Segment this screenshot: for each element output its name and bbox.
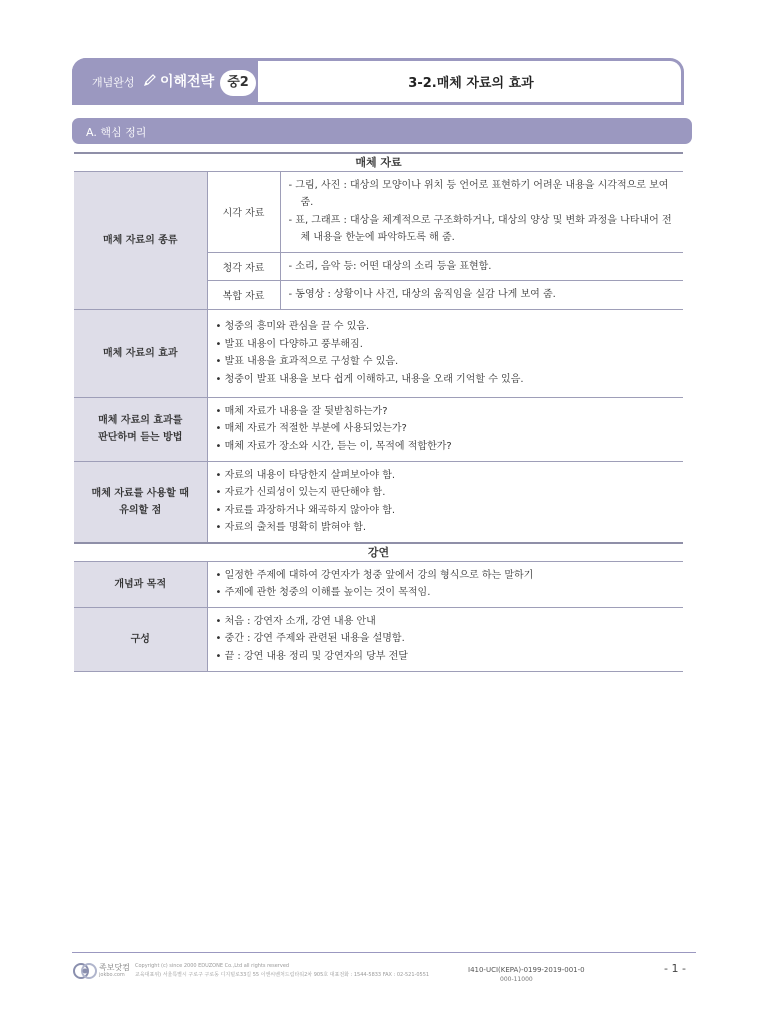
- media-table-caption: 매체 자료: [74, 153, 683, 171]
- effect-item: • 청중의 흥미와 관심을 끌 수 있음.: [215, 321, 370, 332]
- concept-item: • 주제에 관한 청중의 이해를 높이는 것이 목적임.: [215, 587, 431, 598]
- section-bar: [72, 118, 692, 144]
- brand-logo-icon: [72, 960, 98, 982]
- caution-label-line: 유의할 점: [119, 504, 162, 516]
- structure-item: • 중간 : 강연 주제와 관련된 내용을 설명함.: [215, 633, 405, 645]
- audio-desc: - 소리, 음악 등: 어떤 대상의 소리 등을 표현함.: [280, 252, 683, 281]
- types-label: 매체 자료의 종류: [74, 171, 207, 309]
- mixed-label: 복합 자료: [207, 281, 280, 310]
- caution-item: • 자료의 내용이 타당한지 살펴보아야 함.: [215, 469, 396, 481]
- caution-item: • 자료의 출처를 명확히 밝혀야 함.: [215, 522, 367, 533]
- visual-line: - 표, 그래프 : 대상을 체계적으로 구조화하거나, 대상의 양상 및 변화 과정을 나타내어 전체 내용을 한눈에 파악하도록 해 줌.: [288, 214, 672, 243]
- visual-line: - 그림, 사진 : 대상의 모양이나 위치 등 언어로 표현하기 어려운 내용을 시각적으로 보여 줌.: [288, 179, 669, 208]
- judge-item: • 매체 자료가 내용을 잘 뒷받침하는가?: [215, 405, 388, 417]
- header-underline: [72, 102, 684, 105]
- judge-label-line: 판단하며 듣는 방법: [98, 432, 183, 443]
- footer-copyright: Copyright (c) since 2000 EDUZONE Co.,Ltd all rights reserved: [135, 963, 290, 969]
- footer-site: jokbo.com: [99, 972, 125, 978]
- effect-item: • 청중이 발표 내용을 보다 쉽게 이해하고, 내용을 오래 기억할 수 있음.: [215, 373, 524, 385]
- structure-item: • 처음 : 강연자 소개, 강연 내용 안내: [215, 615, 376, 627]
- audio-label: 청각 자료: [207, 252, 280, 281]
- lecture-table-caption: 강연: [74, 543, 683, 561]
- mixed-desc: - 동영상 : 상황이나 사건, 대상의 움직임을 실감 나게 보여 줌.: [280, 281, 683, 310]
- structure-list: [207, 607, 683, 671]
- header-small-label: 개념완성: [92, 76, 135, 89]
- footer-address: 교육대표위) 서울특별시 구로구 구로동 디지털로33길 55 이앤씨벤처드림타워2차 905호 대표전화 : 1544-5833 FAX : 02-521-0551: [135, 972, 430, 978]
- caution-item: • 자료를 과장하거나 왜곡하지 않아야 함.: [215, 504, 396, 516]
- caution-list: [207, 461, 683, 542]
- concept-list: [207, 561, 683, 607]
- footer-line: [72, 952, 696, 953]
- page-title: 3-2.매체 자료의 효과: [408, 76, 534, 91]
- footer-brand: 족보닷컴: [99, 963, 130, 972]
- effect-label: 매체 자료의 효과: [74, 309, 207, 397]
- caution-label-line: 매체 자료를 사용할 때: [91, 487, 189, 499]
- section-title: A. 핵심 정리: [86, 126, 147, 139]
- grade-badge: 중2: [220, 70, 256, 96]
- media-table: [74, 152, 683, 543]
- footer-uci-code-2: 000-11000: [500, 976, 533, 983]
- effect-item: • 발표 내용이 다양하고 풍부해짐.: [215, 338, 363, 350]
- page-number: - 1 -: [664, 962, 686, 975]
- judge-label-line: 매체 자료의 효과를: [98, 415, 183, 426]
- caution-item: • 자료가 신뢰성이 있는지 판단해야 함.: [215, 487, 386, 498]
- concept-label: 개념과 목적: [74, 561, 207, 607]
- pencil-icon: [142, 72, 158, 88]
- concept-item: • 일정한 주제에 대하여 강연자가 청중 앞에서 강의 형식으로 하는 말하기: [215, 569, 534, 581]
- effect-list: [207, 309, 683, 397]
- visual-desc: [280, 171, 683, 252]
- visual-label: 시각 자료: [207, 171, 280, 252]
- header-strategy-label: 이해전략: [160, 74, 215, 90]
- lecture-table: [74, 542, 683, 672]
- judge-label: [74, 397, 207, 461]
- judge-list: [207, 397, 683, 461]
- caution-label: [74, 461, 207, 542]
- structure-item: • 끝 : 강연 내용 정리 및 강연자의 당부 전달: [215, 650, 408, 662]
- footer-uci-code: I410-UCI(KEPA)-0199-2019-001-0: [468, 966, 585, 974]
- effect-item: • 발표 내용을 효과적으로 구성할 수 있음.: [215, 356, 399, 367]
- judge-item: • 매체 자료가 장소와 시간, 듣는 이, 목적에 적합한가?: [215, 440, 452, 452]
- judge-item: • 매체 자료가 적절한 부분에 사용되었는가?: [215, 423, 407, 435]
- structure-label: 구성: [74, 607, 207, 671]
